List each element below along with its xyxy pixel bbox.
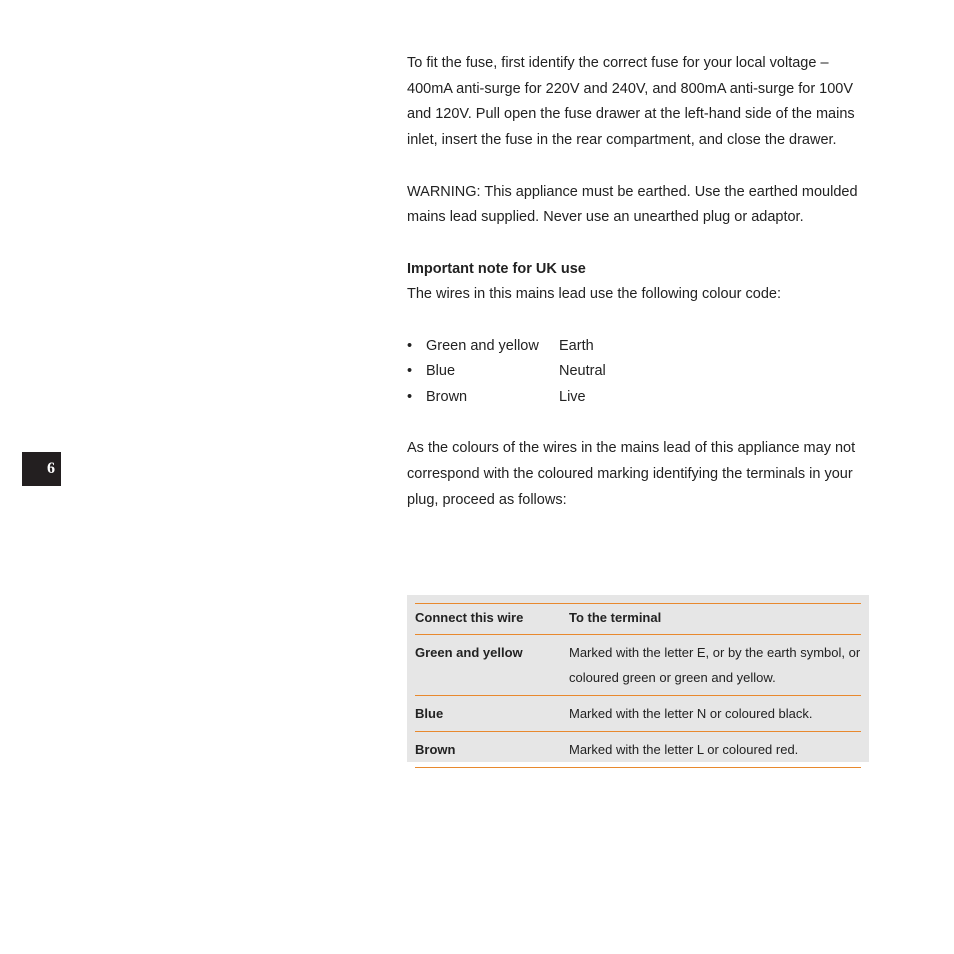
list-item: [407, 359, 869, 385]
fuse-paragraph: To fit the fuse, first identify the correct fuse for your local voltage – 400mA anti-surge for 220V and 240V, and 800mA anti-surge for 100V and 120V. Pull open the fuse drawer at the left-hand side of the mains inlet, insert the fuse in the rear compartment, and close the drawer.: [407, 55, 855, 149]
column-header: To the terminal: [569, 610, 662, 625]
paragraph-gap: [407, 231, 869, 257]
paragraph-gap: [407, 411, 869, 437]
table-row: [415, 732, 861, 768]
list-item: [407, 334, 869, 360]
proceed-paragraph: As the colours of the wires in the mains lead of this appliance may not correspond with the coloured marking identifying the terminals in your plug, proceed as follows:: [407, 440, 856, 508]
terminal-cell: Marked with the letter N or coloured black.: [569, 706, 813, 721]
wire-meaning: Earth: [559, 337, 594, 354]
wire-colour: Blue: [426, 363, 456, 380]
bullet-icon: •: [407, 363, 413, 380]
colour-code-list: [407, 334, 869, 411]
paragraph-gap: [407, 308, 869, 334]
uk-intro: The wires in this mains lead use the following colour code:: [407, 286, 781, 303]
page-number: 6: [22, 452, 61, 486]
table-row: [415, 635, 861, 696]
wire-colour: Brown: [426, 389, 468, 406]
uk-heading: Important note for UK use: [407, 260, 586, 277]
wire-cell: Green and yellow: [415, 645, 523, 660]
list-item: [407, 385, 869, 411]
wire-table: [415, 603, 861, 768]
paragraph-gap: [407, 154, 869, 180]
wire-table-panel: [407, 595, 869, 762]
bullet-icon: •: [407, 337, 413, 354]
warning-paragraph: WARNING: This appliance must be earthed. Use the earthed moulded mains lead supplied. Never use an unearthed plug or adaptor.: [407, 183, 858, 226]
column-header: Connect this wire: [415, 610, 524, 625]
bullet-icon: •: [407, 389, 413, 406]
terminal-cell: Marked with the letter L or coloured red.: [569, 742, 799, 757]
table-header-row: [415, 604, 861, 635]
wire-cell: Brown: [415, 742, 456, 757]
wire-meaning: Live: [559, 389, 586, 406]
wire-cell: Blue: [415, 706, 444, 721]
terminal-cell: Marked with the letter E, or by the earth symbol, or coloured green or green and yellow.: [569, 645, 861, 685]
wire-colour: Green and yellow: [426, 337, 539, 354]
wire-meaning: Neutral: [559, 363, 606, 380]
main-content: [407, 51, 869, 514]
table-row: [415, 696, 861, 732]
